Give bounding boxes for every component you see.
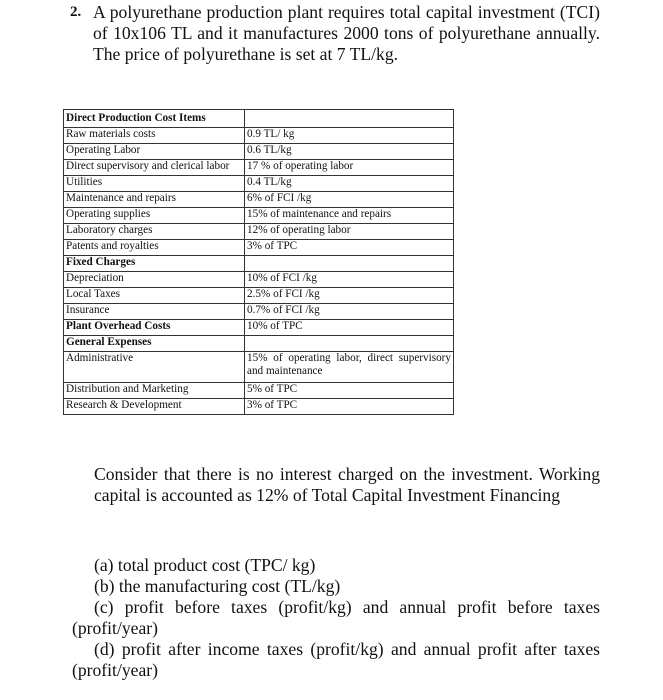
cost-value: 15% of maintenance and repairs: [245, 208, 454, 224]
cost-item: Direct supervisory and clerical labor: [64, 160, 245, 176]
cost-value: 6% of FCI /kg: [245, 192, 454, 208]
cost-item: Raw materials costs: [64, 128, 245, 144]
table-row: [64, 383, 454, 399]
cost-item: Distribution and Marketing: [64, 383, 245, 399]
question-c: (c) profit before taxes (profit/kg) and annual profit before taxes (profit/year): [72, 597, 600, 638]
table-row: [64, 144, 454, 160]
cost-item: Laboratory charges: [64, 224, 245, 240]
table-row: [64, 288, 454, 304]
problem-text: A polyurethane production plant requires total capital investment (TCI) of 10x106 TL and it manufactures 2000 tons of polyurethane annually. The price of polyurethane is set at 7 TL/kg.: [93, 2, 600, 64]
cost-value: 0.6 TL/kg: [245, 144, 454, 160]
fixed-charges-header-empty: [245, 256, 454, 272]
table-row: [64, 192, 454, 208]
plant-overhead-value: 10% of TPC: [245, 320, 454, 336]
table-row: [64, 224, 454, 240]
cost-item: Maintenance and repairs: [64, 192, 245, 208]
table-row: [64, 272, 454, 288]
problem-statement: [72, 2, 600, 65]
question-d: (d) profit after income taxes (profit/kg) and annual profit after taxes (profit/year): [72, 639, 600, 680]
cost-value: 0.9 TL/ kg: [245, 128, 454, 144]
table-row: [64, 208, 454, 224]
general-expenses-header: General Expenses: [64, 336, 245, 352]
table-header-row: [64, 110, 454, 128]
problem-number: 2.: [70, 4, 82, 20]
table-row: [64, 352, 454, 383]
cost-item: Patents and royalties: [64, 240, 245, 256]
fixed-charges-header-row: [64, 256, 454, 272]
table-row: [64, 128, 454, 144]
cost-value: 3% of TPC: [245, 399, 454, 415]
investment-note: Consider that there is no interest charged on the investment. Working capital is accounted as 12% of Total Capital Investment Financing: [94, 464, 600, 505]
cost-item: Operating supplies: [64, 208, 245, 224]
cost-value: 2.5% of FCI /kg: [245, 288, 454, 304]
cost-value: 17 % of operating labor: [245, 160, 454, 176]
table-header-empty: [245, 110, 454, 128]
table-row: [64, 160, 454, 176]
general-expenses-header-row: [64, 336, 454, 352]
question-list: [72, 555, 600, 681]
cost-item: Operating Labor: [64, 144, 245, 160]
cost-value: 0.7% of FCI /kg: [245, 304, 454, 320]
question-a: (a) total product cost (TPC/ kg): [94, 555, 316, 575]
table-header: Direct Production Cost Items: [64, 110, 245, 128]
cost-value: 10% of FCI /kg: [245, 272, 454, 288]
cost-item: Depreciation: [64, 272, 245, 288]
cost-item: Utilities: [64, 176, 245, 192]
cost-value: 3% of TPC: [245, 240, 454, 256]
cost-item: Research & Development: [64, 399, 245, 415]
fixed-charges-header: Fixed Charges: [64, 256, 245, 272]
table-row: [64, 240, 454, 256]
cost-value: 15% of operating labor, direct supervisory and maintenance: [245, 352, 454, 383]
cost-item: Local Taxes: [64, 288, 245, 304]
question-b: (b) the manufacturing cost (TL/kg): [94, 576, 341, 596]
cost-value: 12% of operating labor: [245, 224, 454, 240]
cost-value: 0.4 TL/kg: [245, 176, 454, 192]
table-row: [64, 176, 454, 192]
cost-table: [63, 109, 454, 415]
table-row: [64, 399, 454, 415]
plant-overhead-row: [64, 320, 454, 336]
plant-overhead-item: Plant Overhead Costs: [64, 320, 245, 336]
cost-item: Insurance: [64, 304, 245, 320]
cost-value: 5% of TPC: [245, 383, 454, 399]
general-expenses-header-empty: [245, 336, 454, 352]
cost-item: Administrative: [64, 352, 245, 383]
table-row: [64, 304, 454, 320]
